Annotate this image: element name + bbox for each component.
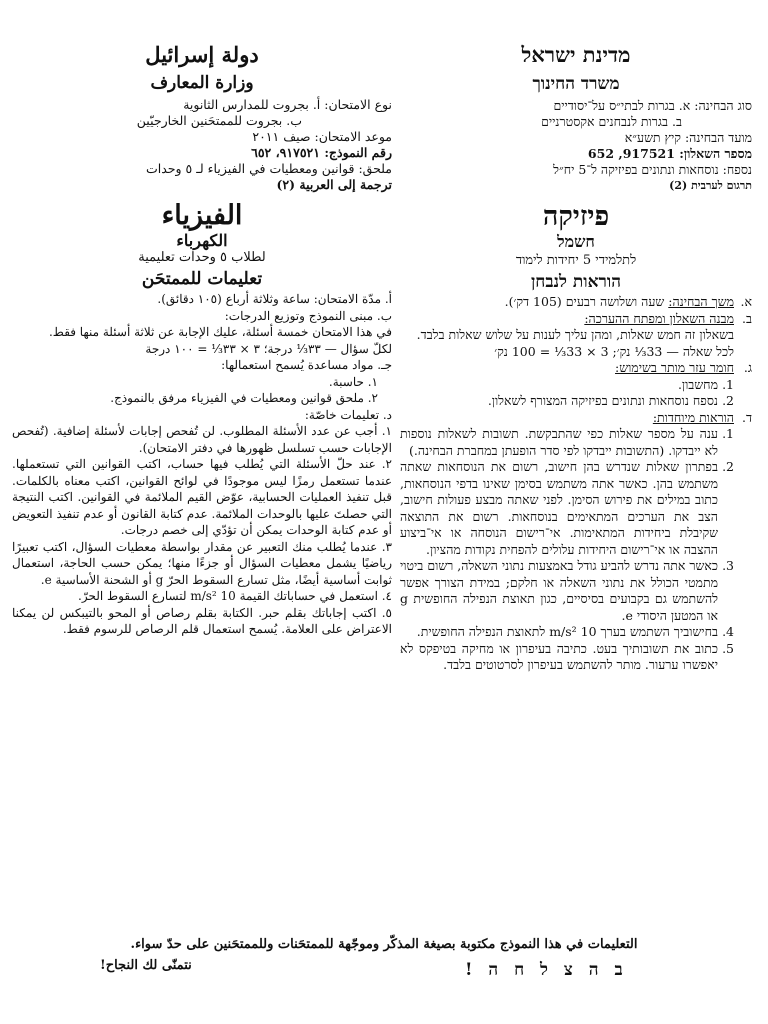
section-b-score: לכל שאלה — 33⅓ נק׳; 3 × 33⅓ = 100 נק׳: [494, 343, 734, 359]
instructions-arabic: [12, 291, 392, 638]
instruction-number: 4.: [722, 624, 734, 639]
section-c-title-arabic: جـ. مواد مساعدة يُسمح استعمالها:: [221, 358, 392, 372]
instruction-item-arabic: ١. أجب عن عدد الأسئلة المطلوب. لن تُفحص إجابات لأسئلة إضافية. (تُفحص الإجابات حسب تسلسل ظهورها في دفتر الامتحان).: [12, 424, 392, 455]
exam-meta-arabic: [12, 97, 392, 193]
section-a-arabic: أ. مدّة الامتحان: ساعة وثلاثة أرباع (١٠٥ دقائق).: [157, 292, 392, 306]
good-luck-hebrew: ב ה צ ל ח ה !: [465, 960, 628, 980]
instruction-item-arabic: ٢. عند حلّ الأسئلة التي يُطلب فيها حساب، اكتب القوانين التي تستعملها. عندما تستعمل رمزًا ليس موجودًا في لوائح القوانين، اكتب معناه بالكلمات. قبل تنفيذ العمليات الحسابية، عوّض القيم الملائمة في القوانين. اكتب النتيجة التي حصلتَ عليها بالوحدات الملائمة. عدم كتابة القانون أو عدم تنفيذ التعويض أو عدم كتابة الوحدات يمكن أن تؤدّي إلى خصم درجات.: [12, 457, 392, 537]
aid-item-calculator: מחשבון.: [677, 376, 718, 392]
exam-type-label: סוג הבחינה:: [694, 98, 752, 113]
section-d-title: הוראות מיוחדות:: [652, 409, 734, 425]
good-luck-arabic: نتمنّى لك النجاح!: [100, 958, 192, 973]
section-b-label: ב.: [742, 310, 752, 326]
section-b-text: בשאלון זה חמש שאלות, ומהן עליך לענות על שלוש שאלות בלבד.: [416, 327, 734, 342]
section-c-label: ג.: [743, 360, 752, 375]
exam-type-b-arabic: ب. بجروت للممتحَنين الخارجيّين: [136, 113, 302, 128]
instruction-item-arabic: ٤. استعمل في حساباتك القيمة 10 m/s² لتسارع السقوط الحرّ.: [78, 589, 392, 603]
appendix-arabic: ملحق: قوانين ومعطيات في الفيزياء لـ ٥ وحدات: [146, 161, 392, 176]
exam-type-label-arabic: نوع الامتحان:: [324, 97, 392, 112]
translation-note-hebrew: תרגום לערבית (2): [669, 179, 752, 192]
section-a-label: א.: [740, 294, 752, 309]
topic-arabic: الكهرباء: [176, 231, 228, 250]
instruction-item-arabic: ٣. عندما يُطلب منك التعبير عن مقدار بواسطة معطيات السؤال، اكتب تعبيرًا رياضيًا يشمل معطيات السؤال أو جزءًا منها؛ يمكن حسب الحاجة، استعمال ثوابت أساسية أيضًا، مثل تسارع السقوط الحرّ g أو الشحنة الأساسية e.: [12, 539, 392, 587]
exam-type-b: ב. בגרות לנבחנים אקסטרניים: [541, 114, 682, 129]
instructions-hebrew: [400, 294, 752, 674]
instruction-number: 2.: [722, 459, 734, 474]
section-a-title: משך הבחינה:: [668, 294, 734, 309]
instruction-item: בחישוביך השתמש בערך 10 m/s² לתאוצת הנפילה החופשית.: [416, 624, 718, 639]
instruction-item: כאשר אתה נדרש להביע גודל באמצעות נתוני השאלה, רשום ביטוי מתמטי הכולל את נתוני השאלה או חלקם; במידת הצורך אפשר להשתמש גם בקבועים בסיסיים, כגון תאוצת הנפילה החופשית g או המטען היסודי e.: [400, 558, 718, 623]
instructions-title-hebrew: הוראות לנבחן: [530, 272, 622, 292]
aid-item-appendix: נספח נוסחאות ונתונים בפיזיקה המצורף לשאלון.: [487, 393, 718, 408]
exam-type-a-arabic: أ. بجروت للمدارس الثانوية: [183, 97, 321, 112]
questionnaire-number-hebrew: מספר השאלון: 917521, 652: [587, 146, 752, 161]
exam-date-hebrew: מועד הבחינה: קיץ תשע״א: [624, 130, 752, 145]
instruction-item: בפתרון שאלות שנדרש בהן חישוב, רשום את הנוסחאות שאתה משתמש בהן. כאשר אתה משתמש בסימן שאינו בדפי הנוסחאות, כתוב במילים את פירוש הסימן. לפני שאתה מבצע פעולות חישוב, הצב את הערכים המתאימים בנוסחאות. רשום את התוצאה שקיבלת ביחידות המתאימות. אי־רישום הנוסחה או אי־ביצוע ההצבה או אי־רישום היחידות עלולים להפחית נקודות מהציון.: [400, 459, 718, 557]
appendix-label: נספח:: [722, 162, 752, 177]
instruction-item-arabic: ٥. اكتب إجاباتك بقلم حبر. الكتابة بقلم رصاص أو المحو بالتيبكس لن يمكنا الاعتراض على العلامة. يُسمح استعمال قلم الرصاص للرسوم فقط.: [12, 605, 392, 636]
aid-item-arabic: ٢. ملحق قوانين ومعطيات في الفيزياء مرفق بالنموذج.: [110, 391, 378, 405]
section-b-text-arabic: في هذا الامتحان خمسة أسئلة، عليك الإجابة عن ثلاثة أسئلة منها فقط.: [48, 325, 392, 339]
ministry-hebrew: משרד החינוך: [532, 74, 620, 94]
units-arabic: لطلاب ٥ وحدات تعليمية: [138, 250, 266, 265]
exam-meta-hebrew: [400, 98, 752, 194]
hebrew-column: [400, 40, 752, 674]
instruction-item: כתוב את תשובותיך בעט. כתיבה בעיפרון או מחיקה בטיפקס לא יאפשרו ערעור. מותר להשתמש בעיפרון לסרטוטים בלבד.: [400, 640, 718, 672]
aid-item-number: 2.: [722, 393, 734, 408]
section-c-title: חומר עזר מותר בשימוש:: [615, 360, 734, 375]
section-b-title-arabic: ب. مبنى النموذج وتوزيع الدرجات:: [224, 308, 392, 323]
exam-type-a: א. בגרות לבתי״ס על־יסודיים: [553, 98, 691, 113]
section-d-title-arabic: د. تعليمات خاصّة:: [304, 407, 392, 422]
instruction-number: 1.: [722, 426, 734, 441]
topic-hebrew: חשמל: [557, 232, 595, 251]
subject-arabic: الفيزياء: [161, 200, 243, 231]
instruction-number: 3.: [722, 558, 734, 573]
aid-item-arabic: ١. حاسبة.: [328, 374, 378, 389]
instruction-number: 5.: [722, 640, 734, 656]
units-hebrew: לתלמידי 5 יחידות לימוד: [515, 253, 637, 268]
state-title-arabic: دولة إسرائيل: [145, 42, 259, 67]
section-a-text: שעה ושלושה רבעים (105 דק׳).: [504, 294, 665, 309]
state-title-hebrew: מדינת ישראל: [521, 42, 631, 67]
section-b-score-arabic: لكلّ سؤال — ٣٣⅓ درجة؛ ٣ × ٣٣⅓ = ١٠٠ درجة: [145, 341, 392, 356]
aid-item-number: 1.: [722, 376, 734, 392]
arabic-column: [12, 40, 392, 638]
ministry-arabic: وزارة المعارف: [150, 73, 254, 93]
section-b-title: מבנה השאלון ומפתח ההערכה:: [584, 310, 734, 326]
instructions-title-arabic: تعليمات للممتحَن: [141, 269, 263, 289]
appendix-hebrew: נוסחאות ונתונים בפיזיקה ל־5 יח״ל: [553, 162, 719, 177]
section-d-label: ד.: [742, 409, 752, 425]
exam-date-arabic: موعد الامتحان: صيف ٢٠١١: [252, 129, 392, 144]
subject-hebrew: פיזיקה: [542, 201, 610, 232]
translation-note-arabic: ترجمة إلى العربية (٢): [276, 177, 392, 192]
instruction-item: ענה על מספר שאלות כפי שהתבקשת. תשובות לשאלות נוספות לא ייבדקו. (התשובות ייבדקו לפי סדר הופעתן במחברת הבחינה.): [400, 426, 718, 458]
footer-note: التعليمات في هذا النموذج مكتوبة بصيغة المذكّر وموجّهة للممتحَنات وللممتحَنين على حدّ سواء.: [130, 937, 638, 952]
questionnaire-number-arabic: رقم النموذج: ٩١٧٥٢١، ٦٥٢: [251, 145, 392, 160]
